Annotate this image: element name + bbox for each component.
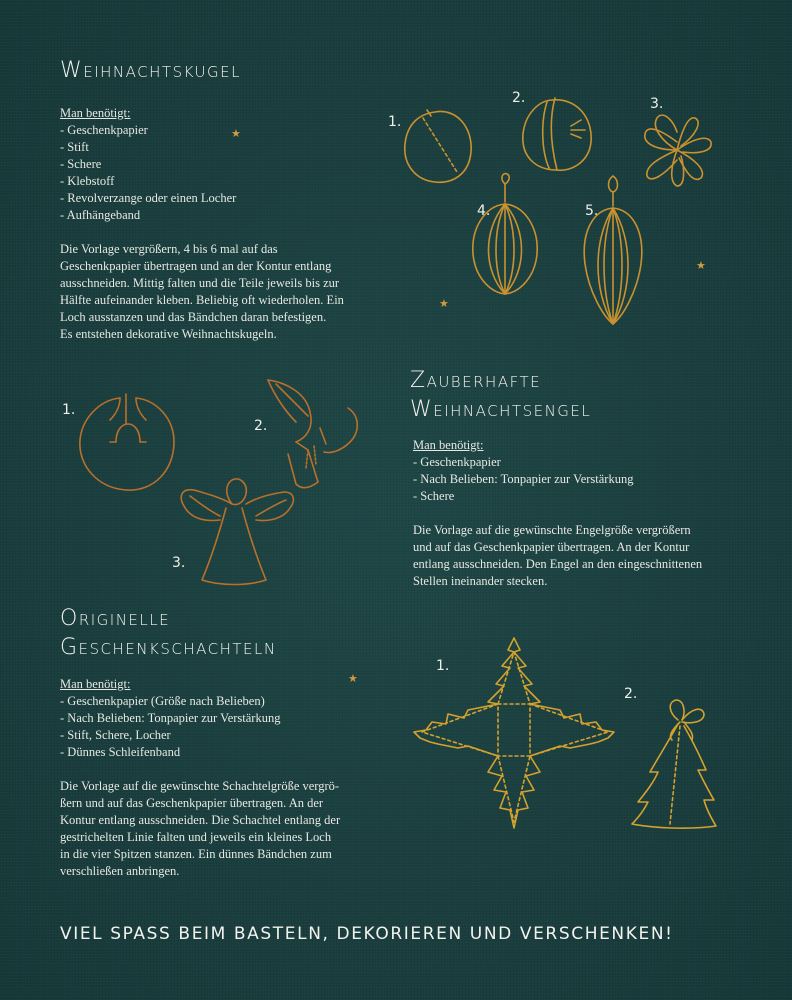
needs-label: Man benötigt: <box>60 677 131 691</box>
list-item: - Geschenkpapier <box>60 123 148 137</box>
needs-label: Man benötigt: <box>60 106 131 120</box>
footer-slogan: VIEL SPASS BEIM BASTELN, DEKORIEREN UND VERSCHENKEN! <box>60 924 674 944</box>
list-item: - Stift <box>60 140 89 154</box>
box-instructions <box>60 676 400 880</box>
step-number: 2. <box>624 686 638 702</box>
list-item: - Revolverzange oder einen Locher <box>60 191 237 205</box>
star-icon: ★ <box>348 672 358 685</box>
step-number: 1. <box>62 402 76 418</box>
list-item: - Schere <box>60 157 102 171</box>
ornament-instructions <box>60 105 400 343</box>
list-item: - Schere <box>413 489 455 503</box>
materials-list <box>413 454 773 505</box>
star-icon: ★ <box>696 259 706 272</box>
ornament-steps-illustration <box>395 80 735 330</box>
step-number: 3. <box>650 96 664 112</box>
star-icon: ★ <box>439 297 449 310</box>
angel-steps-illustration <box>70 372 380 592</box>
list-item: - Klebstoff <box>60 174 115 188</box>
section-title-box: Originelle Geschenkschachteln <box>60 606 277 660</box>
star-icon: ★ <box>231 127 241 140</box>
angel-instructions <box>413 437 773 590</box>
needs-label: Man benötigt: <box>413 438 484 452</box>
step-number: 1. <box>436 658 450 674</box>
instruction-text: Die Vorlage vergrößern, 4 bis 6 mal auf das Geschenkpapier übertragen und an der Kontur entlang ausschneiden. Mittig falten und die Teile jeweils bis zur Hälfte aufeinander kleben. Beliebig oft wiederholen. Ein Loch ausstanzen und das Bändchen daran befestigen. Es entstehen dekorative Weihnachtskugeln. <box>60 242 344 341</box>
materials-list <box>60 122 400 224</box>
angel-step1-icon <box>80 394 174 490</box>
step-number: 2. <box>254 418 268 434</box>
step-number: 3. <box>172 555 186 571</box>
step-number: 5. <box>585 203 599 219</box>
list-item: - Geschenkpapier <box>413 455 501 469</box>
list-item: - Aufhängeband <box>60 208 141 222</box>
ornament-step2-icon <box>523 98 591 170</box>
list-item: - Dünnes Schleifenband <box>60 745 181 759</box>
ornament-step1-icon <box>405 110 471 182</box>
list-item: - Nach Belieben: Tonpapier zur Verstärkung <box>60 711 281 725</box>
list-item: - Stift, Schere, Locher <box>60 728 171 742</box>
ornament-step5-icon <box>584 176 642 324</box>
box-steps-illustration <box>410 632 730 842</box>
instruction-text: Die Vorlage auf die gewünschte Schachtelgröße vergrö- ßern und auf das Geschenkpapier übertragen. An der Kontur entlang ausschneiden. Die Schachtel entlang der gestrichelten Linie falten und jeweils ein kleines Loch in die vier Spitzen stanzen. Ein dünnes Bändchen zum verschließen anbringen. <box>60 779 341 878</box>
step-number: 2. <box>512 90 526 106</box>
box-step1-icon <box>414 638 614 828</box>
step-number: 4. <box>477 203 491 219</box>
instruction-text: Die Vorlage auf die gewünschte Engelgröße vergrößern und auf das Geschenkpapier übertragen. An der Kontur entlang ausschneiden. Den Engel an den eingeschnittenen Stellen ineinander stecken. <box>413 523 703 588</box>
materials-list <box>60 693 400 761</box>
section-title-angel: Zauberhafte Weihnachtsengel <box>410 368 592 422</box>
angel-step2-icon <box>268 380 357 488</box>
angel-step3-icon <box>181 479 293 585</box>
ornament-step4-icon <box>473 174 537 294</box>
box-step2-icon <box>632 700 716 828</box>
ornament-step3-icon <box>645 115 711 186</box>
step-number: 1. <box>388 114 402 130</box>
list-item: - Nach Belieben: Tonpapier zur Verstärkung <box>413 472 634 486</box>
list-item: - Geschenkpapier (Größe nach Belieben) <box>60 694 265 708</box>
section-title-ornament: Weihnachtskugel <box>60 58 241 83</box>
